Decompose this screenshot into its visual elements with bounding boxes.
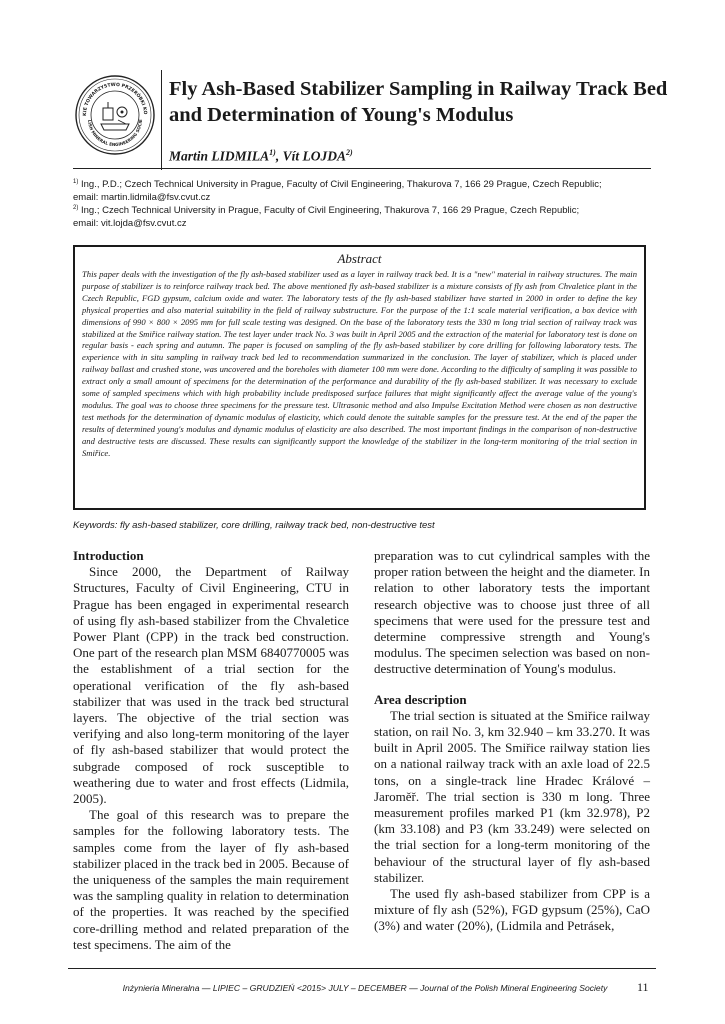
author-rule (73, 168, 651, 169)
abstract-text: This paper deals with the investigation of the fly ash-based stabilizer used as a layer in railway track bed. It is a "new" material in railway structures. The main purpose of stabilizer is to reinforce railway track bed. The above mentioned fly ash-based stabilizer is a mixture consists of fly ash from Chvaletice plant in the Czech Republic, FGD gypsum, calcium oxide and water. The laboratory tests of the fly ash-based stabilizer have started in 2000 in order to define the key physical properties and also material suitability in the field of railway substructure. For the purpose of the 1:1 scale material verification, a box device with dimensions of 990 × 800 × 2095 mm for full scale testing was designed. On the base of the laboratory tests the 330 m long trial section of railway track was stabilized at the Smiřice railway station. The test layer under track No. 3 was built in April 2005 and the extraction of the material for laboratory test is done on regular basis - each spring and autumn. The paper is focused on sampling of the fly ash-based stabilizer by core drilling for following laboratory tests. The experience with in situ sampling in railway track bed led to recommendation summarized in the conclusion. The layer of stabilizer, which is placed under railway ballast and crushed stone, was uncovered and the boreholes with diameter 100 mm were done. According to the difficulty of sampling it was possible to extract only a small amount of specimens for the determination of the performance and durability of the fly ash-based stabilizer. It was necessary to exclude some of sampled specimens which with high probability include predisposed surface failures that might significantly affect the average value of the young's modulus. The goal was to choose three specimens for the pressure test. Ultrasonic method and also Impulse Excitation Method were chosen as non destructive test methods for the determination of dynamic modulus of elasticity, which could denote the suitable samples for the pressure test. At the end of the paper the results of determined young's modulus and dynamic modulus of elasticity are also described. The most important findings in the comparison of non-destructive and destructive tests are discussed. These results can significantly support the knowledge of the stabilizer in the long-term monitoring of the trial section in Smiřice. (82, 269, 637, 458)
article-title: Fly Ash-Based Stabilizer Sampling in Railway Track Bed and Determination of Young's Modulus (169, 78, 668, 126)
author-separator: , (275, 148, 283, 164)
affiliation-marker: 1) (269, 148, 276, 157)
affiliation-2 (73, 202, 663, 230)
affiliation-email: email: martin.lidmila@fsv.cvut.cz (73, 192, 211, 204)
affiliation-1 (73, 176, 663, 204)
svg-text:POLISH MINERAL ENGINEERING SOC: LISH MINERAL ENGINEERING SOCIE (86, 119, 144, 148)
affiliation-text: Ing., P.D.; Czech Technical University in Prague, Faculty of Civil Engineering, Thakurova 7, 166 29 Prague, Czech Republic; (78, 179, 602, 191)
author-name: Martin LIDMILA (169, 148, 270, 164)
abstract-heading: Abstract (337, 251, 382, 266)
section-heading-introduction: Introduction (73, 548, 144, 563)
paragraph: The used fly ash-based stabilizer from CPP is a mixture of fly ash (52%), FGD gypsum (25%), CaO (3%) and water (20%), (Lidmila and Petrásek, (374, 886, 650, 934)
paragraph: The goal of this research was to prepare the samples for the following laboratory tests. The samples come from the layer of fly ash-based stabilizer placed in the track bed in 2005. Because of the uniqueness of the samples the main requirement was the sampling quality in relation to determination of the properties. It was reached by the specified core-drilling method and related preparation of the test specimens. The aim of the (73, 807, 349, 952)
header-divider (161, 70, 162, 170)
body-column-right (374, 548, 650, 935)
abstract-box (73, 245, 646, 510)
society-seal-logo (74, 74, 156, 156)
affiliation-marker: 1) (73, 179, 79, 185)
affiliation-text: Ing.; Czech Technical University in Prague, Faculty of Civil Engineering, Thakurova 7, 166 29 Prague, Czech Republic; (78, 205, 580, 217)
footer-rule (68, 968, 656, 969)
paragraph: The trial section is situated at the Smiřice railway station, on rail No. 3, km 32.940 – km 33.270. It was built in April 2005. The Smiřice railway station lies on a national railway track with an axle load of 22.5 tons, on a single-track line Hradec Králové – Jaroměř. The trial section is 330 m long. Three measurement profiles marked P1 (km 32.978), P2 (km 33.108) and P3 (km 33.249) were selected on the trial section for a long-term monitoring of the behaviour of the structural layer of fly ash-based stabilizer. (374, 707, 650, 885)
journal-footer: Inżynieria Mineralna — LIPIEC – GRUDZIEŃ <2015> JULY – DECEMBER — Journal of the Polish Mineral Engineering Society (122, 983, 608, 993)
paragraph: preparation was to cut cylindrical samples with the proper ration between the height and the diameter. In relation to other laboratory tests the important research objective was to choose just three of all specimens that were used for the pressure test and determine compressive strength and Young's modulus. The specimen selection was based on non-destructive determination of Young's modulus. (374, 548, 650, 677)
affiliation-email: email: vit.lojda@fsv.cvut.cz (73, 218, 187, 230)
page-number: 11 (637, 980, 649, 994)
author-name: Vít LOJDA (282, 148, 346, 164)
svg-text:POLSKIE TOWARZYSTWO PRZERÓBKI: KIE TOWARZYSTWO PRZERÓBKI KO (82, 82, 148, 117)
paragraph: Since 2000, the Department of Railway Structures, Faculty of Civil Engineering, CTU in Prague has been engaged in experimental research of using fly ash-based stabilizer from the Chvaletice Power Plant (CPP) in the track bed construction. One part of the research plan MSM 6840770005 was the establishment of a trial section for the operational verification of the fly ash-based stabilizer that was used in the track bed structural layers. The objective of the trial section was verifying and also long-term monitoring of the layer of fly ash-based stabilizer that would protect the subgrade composed of rock susceptible to weathering due to water and frost effects (Lidmila, 2005). (73, 564, 349, 807)
affiliation-marker: 2) (73, 205, 79, 211)
section-heading-area-description: Area description (374, 691, 467, 707)
author-line (169, 148, 353, 165)
keywords: Keywords: fly ash-based stabilizer, core drilling, railway track bed, non-destructive test (73, 520, 435, 531)
body-column-left (73, 548, 349, 953)
affiliation-marker: 2) (345, 148, 353, 157)
